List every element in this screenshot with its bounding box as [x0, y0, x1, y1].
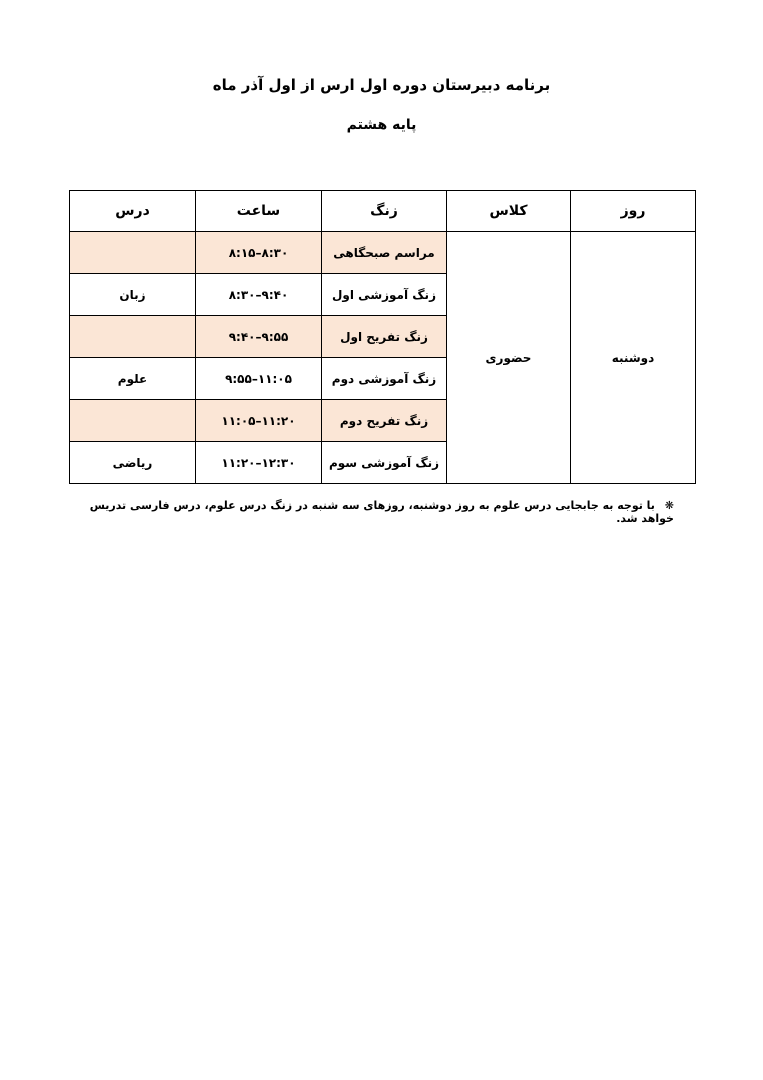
bell-cell: مراسم صبحگاهی — [322, 232, 447, 274]
time-cell — [196, 358, 322, 400]
subject-cell: علوم — [70, 358, 196, 400]
bell-cell: زنگ تفریح دوم — [322, 400, 447, 442]
bell-cell: زنگ آموزشی سوم — [322, 442, 447, 484]
subject-cell: زبان — [70, 274, 196, 316]
bell-cell: زنگ تفریح اول — [322, 316, 447, 358]
header-time: ساعت — [196, 191, 322, 232]
time-cell — [196, 232, 322, 274]
subject-cell — [70, 232, 196, 274]
footnote — [74, 499, 674, 525]
footnote-text: با توجه به جابجایی درس علوم به روز دوشنبه، روزهای سه شنبه در زنگ درس علوم، درس فارسی تدریس خواهد شد. — [89, 499, 674, 525]
subject-cell — [70, 400, 196, 442]
page-title: برنامه دبیرستان دوره اول ارس از اول آذر ماه — [212, 76, 551, 94]
table-header-row — [70, 191, 696, 232]
time-text: ۱۱:۰۵–۱۱:۲۰ — [221, 413, 296, 428]
time-text: ۸:۳۰–۹:۴۰ — [228, 287, 289, 302]
class-type-cell: حضوری — [447, 232, 571, 484]
header-bell: زنگ — [322, 191, 447, 232]
bell-cell: زنگ آموزشی دوم — [322, 358, 447, 400]
time-text: ۹:۵۵–۱۱:۰۵ — [225, 371, 292, 386]
time-cell — [196, 400, 322, 442]
bell-cell: زنگ آموزشی اول — [322, 274, 447, 316]
time-cell — [196, 274, 322, 316]
asterisk-icon: ❋ — [664, 499, 674, 512]
time-text: ۹:۴۰–۹:۵۵ — [228, 329, 289, 344]
table-row — [70, 232, 696, 274]
day-cell: دوشنبه — [571, 232, 696, 484]
time-text: ۱۱:۲۰–۱۲:۳۰ — [221, 455, 296, 470]
subject-cell — [70, 316, 196, 358]
schedule-table — [69, 190, 696, 484]
time-cell — [196, 316, 322, 358]
header-class: کلاس — [447, 191, 571, 232]
header-day: روز — [571, 191, 696, 232]
header-subject: درس — [70, 191, 196, 232]
time-cell — [196, 442, 322, 484]
page-subtitle: پایه هشتم — [346, 117, 417, 133]
time-text: ۸:۱۵–۸:۳۰ — [228, 245, 289, 260]
subject-cell: ریاضی — [70, 442, 196, 484]
